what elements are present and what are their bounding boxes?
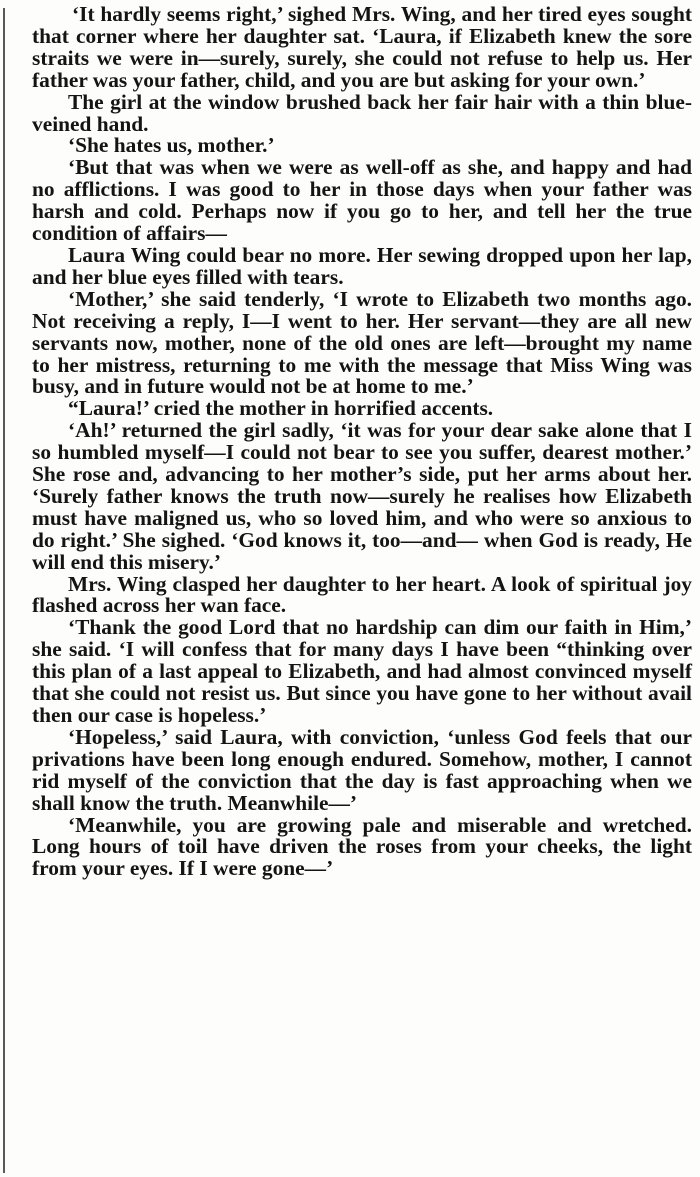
paragraph: Mrs. Wing clasped her daughter to her heart. A look of spiritual joy flashed across her wan face. — [32, 571, 692, 618]
paragraph: ‘Thank the good Lord that no hardship can dim our faith in Him,’ she said. ‘I will confess that for many days I have been “thinking over this plan of a last appeal to Elizabeth, and had almost convinced myself that she could not resist us. But since you have gone to her without avail then our case is hopeless.’ — [32, 615, 692, 727]
paragraph: ‘She hates us, mother.’ — [68, 133, 275, 158]
paragraph: ‘Meanwhile, you are growing pale and miserable and wretched. Long hours of toil have driven the roses from your cheeks, the light from your eyes. If I were gone—’ — [32, 812, 692, 881]
paragraph: Laura Wing could bear no more. Her sewing dropped upon her lap, and her blue eyes filled with tears. — [32, 242, 692, 289]
paragraph: ‘Ah!’ returned the girl sadly, ‘it was for your dear sake alone that I so humbled myself—I could not bear to see you suffer, dearest mother.’ She rose and, advancing to her mother’s side, put her arms about her. ‘Surely father knows the truth now—surely he realises how Elizabeth must have maligned us, who so loved him, and who were so anxious to do right.’ She sighed. ‘God knows it, too—and— when God is ready, He will end this misery.’ — [32, 418, 692, 574]
paragraph: ‘But that was when we were as well-off as she, and happy and had no afflictions. I was good to her in those days when your father was harsh and cold. Perhaps now if you go to her, and tell her the true condition of affairs— — [32, 155, 692, 246]
paragraph: “Laura!’ cried the mother in horrified accents. — [68, 396, 494, 421]
paragraph: ‘It hardly seems right,’ sighed Mrs. Wing, and her tired eyes sought that corner where her daughter sat. ‘Laura, if Elizabeth knew the sore straits we were in—surely, surely, she could not refuse to help us. Her father was your father, child, and you are but asking for your own.’ — [32, 2, 692, 92]
column-rule — [3, 8, 5, 1173]
story-column — [32, 4, 692, 880]
paragraph: ‘Hopeless,’ said Laura, with conviction, ‘unless God feels that our privations have been long enough endured. Somehow, mother, I cannot rid myself of the conviction that the day is fast approaching when we shall know the truth. Meanwhile—’ — [32, 724, 692, 815]
paragraph: ‘Mother,’ she said tenderly, ‘I wrote to Elizabeth two months ago. Not receiving a reply, I—I went to her. Her servant—they are all new servants now, mother, none of the old ones are left—brought my name to her mistress, returning to me with the message that Miss Wing was busy, and in future would not be at home to me.’ — [32, 286, 692, 399]
paragraph: The girl at the window brushed back her fair hair with a thin blue-veined hand. — [32, 89, 692, 136]
